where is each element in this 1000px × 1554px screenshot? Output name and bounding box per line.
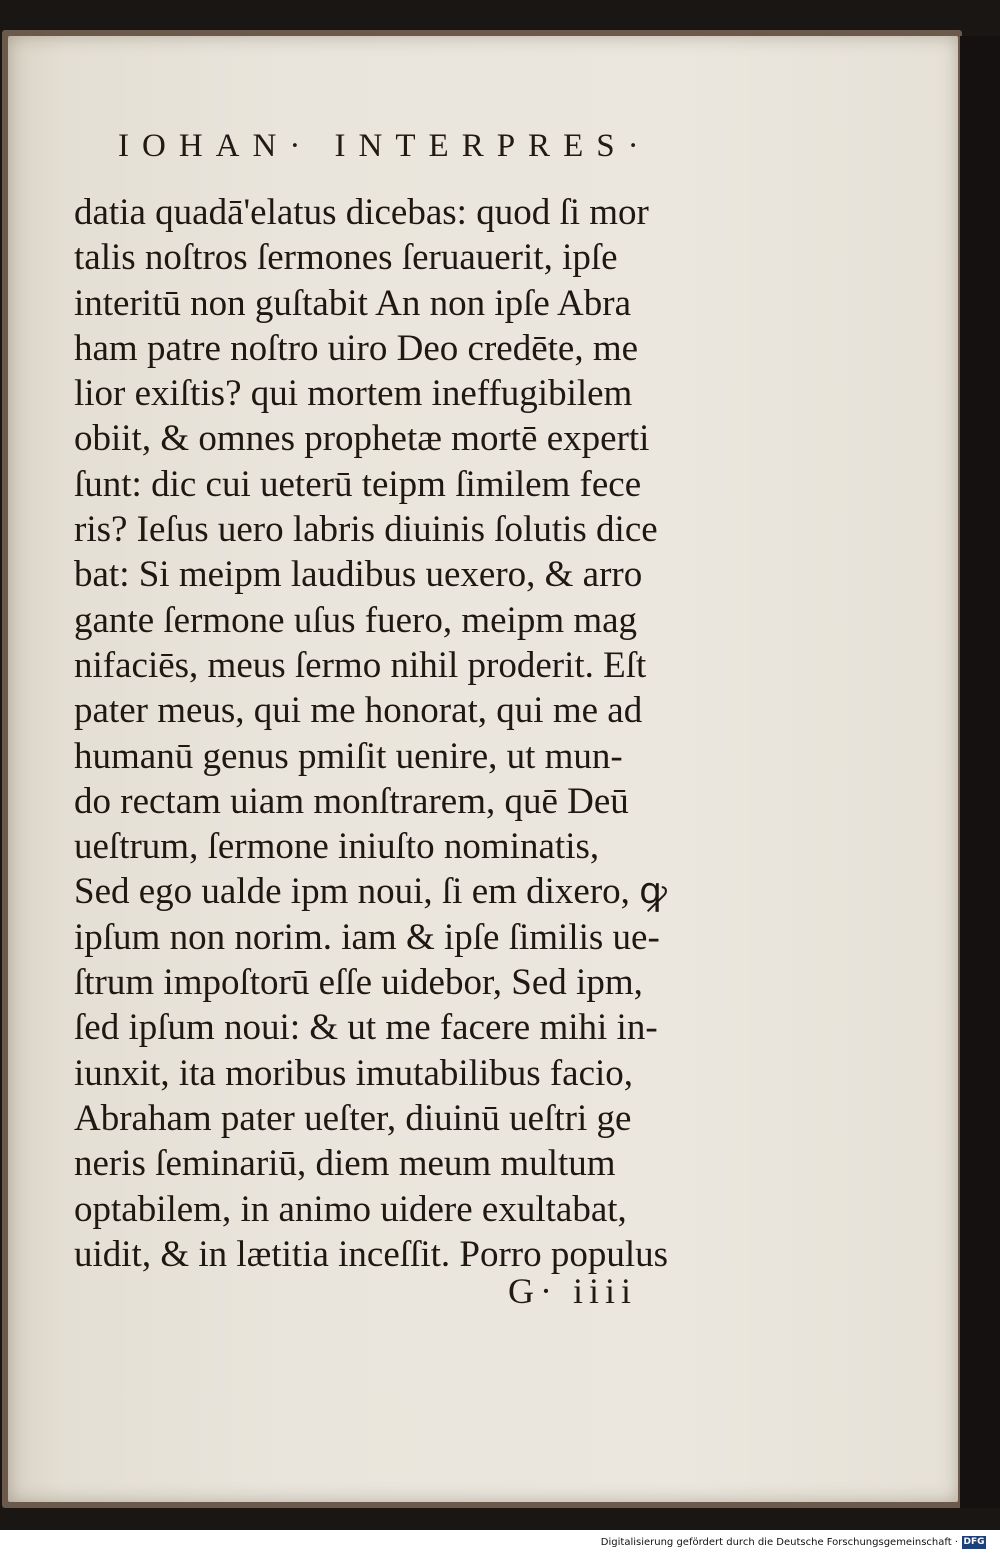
- text-line: nifaciēs, meus ſermo nihil proderit. Eſt: [74, 644, 647, 686]
- text-line: Abraham pater ueſter, diuinū ueſtri ge: [74, 1097, 632, 1139]
- text-line: interitū non guſtabit An non ipſe Abra: [74, 282, 631, 324]
- text-line: lior exiſtis? qui mortem ineffugibilem: [74, 373, 633, 415]
- text-line: Sed ego ualde ipm noui, ſi em dixero, ꝙ: [74, 871, 667, 913]
- scan-right-margin: [960, 36, 1000, 1508]
- running-head: IOHAN· INTERPRES·: [118, 128, 652, 164]
- text-line: ſtrum impoſtorū eſſe uidebor, Sed ipm,: [74, 962, 643, 1004]
- text-line: do rectam uiam monſtrarem, quē Deū: [74, 780, 629, 822]
- signature-mark: G· iiii: [508, 1271, 637, 1311]
- text-line: iunxit, ita moribus imutabilibus facio,: [74, 1052, 634, 1094]
- text-line: ſunt: dic cui ueterū teipm ſimilem fece: [74, 463, 642, 505]
- text-line: pater meus, qui me honorat, qui me ad: [74, 690, 643, 732]
- text-line: gante ſermone uſus fuero, meipm mag: [74, 599, 638, 641]
- text-line: ris? Ieſus uero labris diuinis ſolutis dice: [74, 509, 658, 551]
- text-line: uidit, & in lætitia inceſſit. Porro populus: [74, 1233, 669, 1275]
- text-line: datia quadā'elatus dicebas: quod ſi mor: [74, 192, 649, 233]
- text-line: ſed ipſum noui: & ut me facere mihi in-: [74, 1007, 658, 1049]
- text-line: ham patre noſtro uiro Deo credēte, me: [74, 327, 639, 369]
- text-line: ueſtrum, ſermone iniuſto nominatis,: [74, 826, 600, 868]
- funding-credit: Digitalisierung gefördert durch die Deutsche Forschungsgemeinschaft ·: [600, 1537, 958, 1548]
- text-line: ipſum non norim. iam & ipſe ſimilis ue-: [74, 916, 660, 958]
- dfg-logo-icon: DFG: [963, 1537, 985, 1547]
- body-text: [74, 190, 714, 1277]
- text-line: humanū genus pmiſit uenire, ut mun-: [74, 735, 623, 777]
- text-line: obiit, & omnes prophetæ mortē experti: [74, 418, 650, 460]
- text-line: neris ſeminariū, diem meum multum: [74, 1143, 616, 1185]
- text-line: bat: Si meipm laudibus uexero, & arro: [74, 554, 643, 596]
- text-line: talis noſtros ſermones ſeruauerit, ipſe: [74, 237, 618, 279]
- text-line: optabilem, in animo uidere exultabat,: [74, 1188, 627, 1230]
